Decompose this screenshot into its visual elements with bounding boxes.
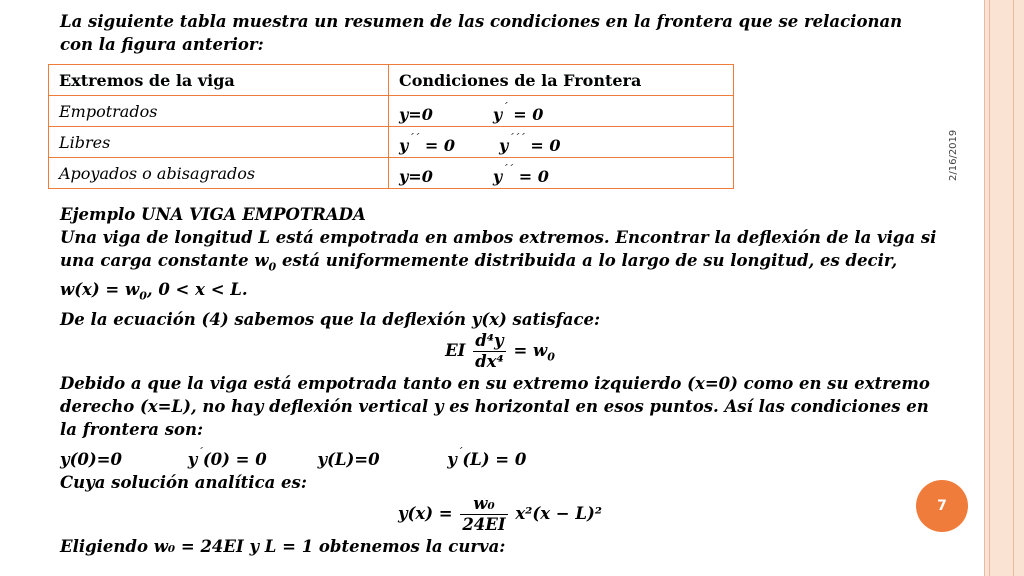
example-title: Ejemplo UNA VIGA EMPOTRADA	[60, 205, 366, 224]
table-cell-label: Empotrados	[49, 96, 389, 127]
table-row	[49, 127, 734, 158]
right-border-line	[1013, 0, 1014, 576]
table-cell-conditions	[389, 96, 734, 127]
table-header-cell: Extremos de la viga	[49, 65, 389, 96]
solution-intro: Cuya solución analítica es:	[60, 472, 307, 492]
right-border-line	[984, 0, 985, 576]
table-cell-conditions	[389, 127, 734, 158]
intro-text: La siguiente tabla muestra un resumen de las condiciones en la frontera que se relacionan con la figura anterior:	[60, 12, 903, 54]
condition-b: y´´ = 0	[492, 163, 549, 186]
bc-item: y(0)=0	[60, 449, 122, 469]
condition-b: y´´´ = 0	[498, 132, 561, 155]
bc-item: y´(L) = 0	[447, 445, 527, 469]
ode-intro: De la ecuación (4) sabemos que la deflexión y(x) satisface:	[60, 309, 601, 329]
table-row	[49, 158, 734, 189]
solution-equation: y(x) = $\frac{\text{w₀}}{24EI}$ x²(x − L)²	[397, 493, 603, 534]
condition-a: y=0	[399, 167, 433, 186]
ode-equation: EI $\frac{\text{d⁴y}}{\text{dx⁴}}$ = $w_0$	[445, 330, 555, 371]
boundary-conditions-table	[48, 64, 734, 189]
slide-content	[60, 10, 940, 558]
explanation-text: Debido a que la viga está empotrada tanto en su extremo izquierdo (x=0) como en su extremo derecho (x=L), no hay deflexión vertical y es horizontal en esos puntos. Así las condiciones en la frontera son:	[60, 373, 930, 439]
table-header-cell: Condiciones de la Frontera	[389, 65, 734, 96]
final-text: Eligiendo w₀ = 24EI y L = 1 obtenemos la curva:	[60, 536, 506, 556]
boundary-conditions-line	[60, 441, 940, 471]
table-cell-conditions	[389, 158, 734, 189]
table-cell-label: Libres	[49, 127, 389, 158]
right-border-band	[984, 0, 1024, 576]
right-border-line	[989, 0, 990, 576]
bc-item: y(L)=0	[317, 449, 380, 469]
table-row	[49, 96, 734, 127]
table-cell-label: Apoyados o abisagrados	[49, 158, 389, 189]
example-statement: Una viga de longitud L está empotrada en ambos extremos. Encontrar la deflexión de la viga si una carga constante $w_0$ está uniformemente distribuida a lo largo de su longitud, es decir, $w(x) = w_0$, 0 < x < L.	[60, 228, 937, 303]
table-header-row	[49, 65, 734, 96]
condition-b: y´ = 0	[492, 101, 544, 124]
condition-a: y´´ = 0	[399, 132, 455, 155]
page-number-badge: 7	[916, 480, 968, 532]
slide-date: 2/16/2019	[948, 130, 959, 182]
condition-a: y=0	[399, 105, 433, 124]
bc-item: y´(0) = 0	[187, 445, 267, 469]
